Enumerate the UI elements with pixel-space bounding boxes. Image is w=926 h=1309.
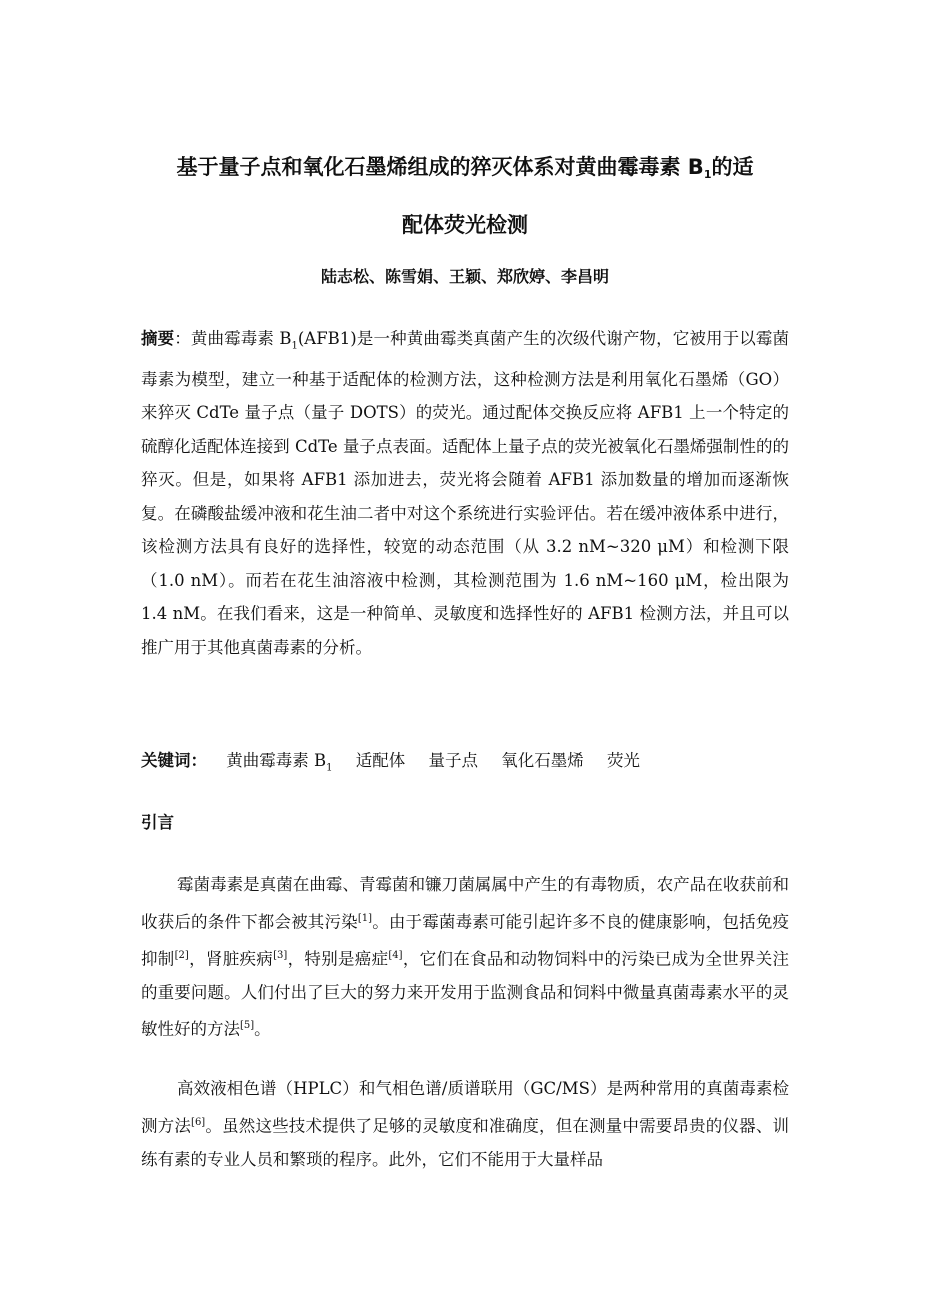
p1-text-4: ，特别是癌症 [287,949,389,968]
p1-text-5: ，它们在食品和动物饲料中的污染已成为全世界关注的重要问题。人们付出了巨大的努力来开发用于监测食品和饲料中微量真菌毒素水平的灵敏性好的方法 [141,949,790,1039]
title-line1-end: 的适 [711,155,754,179]
p2-text-2: 。虽然这些技术提供了足够的灵敏度和准确度，但在测量中需要昂贵的仪器、训练有素的专业人员和繁琐的程序。此外，它们不能用于大量样品 [141,1116,790,1169]
p1-text-3: ，肾脏疾病 [188,949,274,968]
keyword-aflatoxin [226,751,333,774]
keyword-graphene-oxide: 氧化石墨烯 [501,751,584,770]
keywords-label: 关键词： [141,751,207,770]
citation-1: [1] [357,912,373,924]
p1-text-1: 霉菌毒素是真菌在曲霉、青霉菌和镰刀菌属属中产生的有毒物质，农产品在收获前和收获后的条件下都会被其污染 [141,875,789,931]
keyword-aflatoxin-text: 黄曲霉毒素 B [226,751,327,770]
title-line2: 配体荧光检测 [402,213,528,237]
p1-text-6: 。 [254,1019,271,1039]
keywords [141,744,789,785]
keyword-quantum-dot: 量子点 [428,751,478,770]
keyword-aptamer: 适配体 [355,751,406,770]
abstract [141,322,789,664]
abstract-subscript: 1 [291,340,298,352]
p2-text-1: 高效液相色谱（HPLC）和气相色谱/质谱联用（GC/MS）是两种常用的真菌毒素检测方法 [141,1079,789,1135]
abstract-pre: 黄曲霉毒素 B [190,329,292,348]
keyword-aflatoxin-sub: 1 [326,762,333,774]
citation-2: [2] [174,949,189,961]
title-subscript: 1 [703,168,712,181]
abstract-label: 摘要 [141,329,175,348]
author-list: 陆志松、陈雪娟、王颖、郑欣婷、李昌明 [320,267,609,286]
paper-title [120,140,810,252]
citation-5: [5] [240,1020,255,1031]
citation-3: [3] [273,949,288,961]
abstract-text: (AFB1)是一种黄曲霉类真菌产生的次级代谢产物，它被用于以霉菌毒素为模型，建立一种基于适配体的检测方法，这种检测方法是利用氧化石墨烯（GO）来猝灭 CdTe 量子点（量子 DOTS）的荧光。通过配体交换反应将 AFB1 上一个特定的硫醇化适配体连接到 CdTe 量子点表面。适配体上量子点的荧光被氧化石墨烯强制性的的猝灭。但是，如果将 AFB1 添加进去，荧光将会随着 AFB1 添加数量的增加而逐渐恢复。在磷酸盐缓冲液和花生油二者中对这个系统进行实验评估。若在缓冲液体系中进行，该检测方法具有良好的选择性，较宽的动态范围（从 3.2 nM~320 μM）和检测下限（1.0 nM）。而若在花生油溶液中检测，其检测范围为 1.6 nM~160 μM，检出限为 1.4 nM。在我们看来，这是一种简单、灵敏度和选择性好的 AFB1 检测方法，并且可以推广用于其他真菌毒素的分析。 [141,329,789,657]
p1-text-2: 。由于霉菌毒素可能引起许多不良的健康影响，包括免疫抑制 [141,912,790,968]
abstract-colon: ： [174,329,191,348]
citation-6: [6] [191,1116,206,1128]
title-line1: 基于量子点和氧化石墨烯组成的猝灭体系对黄曲霉毒素 B [176,155,704,179]
keyword-fluorescence: 荧光 [607,751,640,770]
section-heading-introduction: 引言 [141,813,174,832]
citation-4: [4] [388,949,403,961]
intro-paragraph-2 [141,1072,789,1176]
intro-paragraph-1 [141,868,789,1046]
